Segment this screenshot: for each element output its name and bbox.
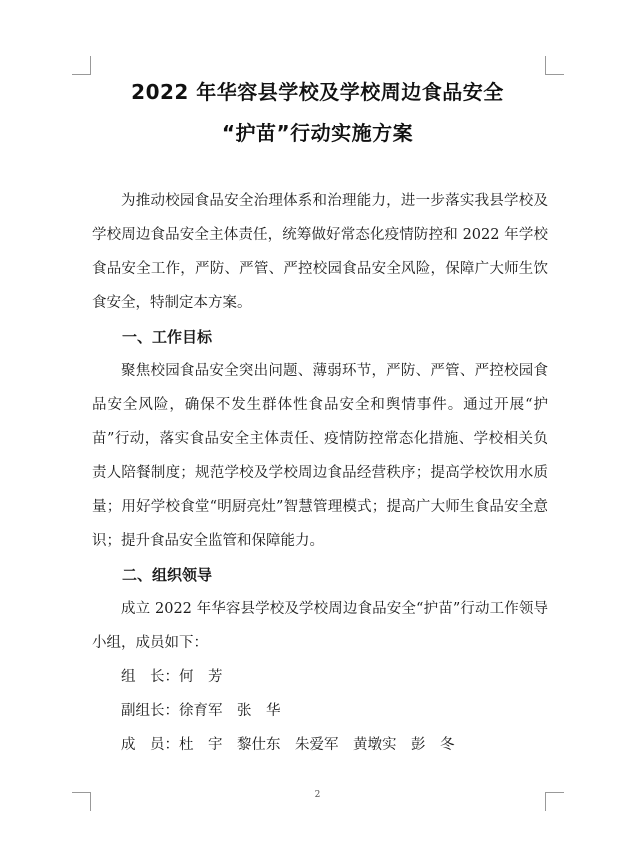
member-names: 何 芳 [179, 669, 223, 685]
member-row-leader [92, 660, 548, 694]
intro-paragraph: 为推动校园食品安全治理体系和治理能力，进一步落实我县学校及学校周边食品安全主体责任，统筹做好常态化疫情防控和 2022 年学校食品安全工作，严防、严管、严控校园食品安全风险，保障广大师生饮食安全，特制定本方案。 [92, 193, 548, 311]
section-heading-leadership: 二、组织领导 [122, 566, 213, 584]
member-names: 杜 宇 黎仕东 朱爱军 黄墩实 彭 冬 [179, 737, 455, 753]
section-heading-goals: 一、工作目标 [122, 328, 213, 346]
leadership-paragraph: 成立 2022 年华容县学校及学校周边食品安全“护苗”行动工作领导小组，成员如下： [92, 601, 548, 651]
document-body [92, 184, 548, 762]
member-row-members [92, 728, 548, 762]
member-role: 副组长： [121, 703, 179, 719]
member-role: 成 员： [121, 737, 179, 753]
member-row-deputy [92, 694, 548, 728]
document-title-line-1: 2022 年华容县学校及学校周边食品安全 [131, 80, 504, 104]
page-corner-mark-top-left [72, 56, 91, 75]
document-title-line-2: “护苗”行动实施方案 [221, 121, 414, 145]
page-number: 2 [314, 790, 321, 800]
page-corner-mark-top-right [545, 56, 564, 75]
member-names: 徐育军 张 华 [179, 703, 281, 719]
member-role: 组 长： [121, 669, 179, 685]
goals-paragraph: 聚焦校园食品安全突出问题、薄弱环节，严防、严管、严控校园食品安全风险，确保不发生群体性食品安全和舆情事件。通过开展“护苗”行动，落实食品安全主体责任、疫情防控常态化措施、学校相关负责人陪餐制度；规范学校及学校周边食品经营秩序；提高学校饮用水质量；用好学校食堂“明厨亮灶”智慧管理模式；提高广大师生食品安全意识；提升食品安全监管和保障能力。 [92, 363, 548, 549]
